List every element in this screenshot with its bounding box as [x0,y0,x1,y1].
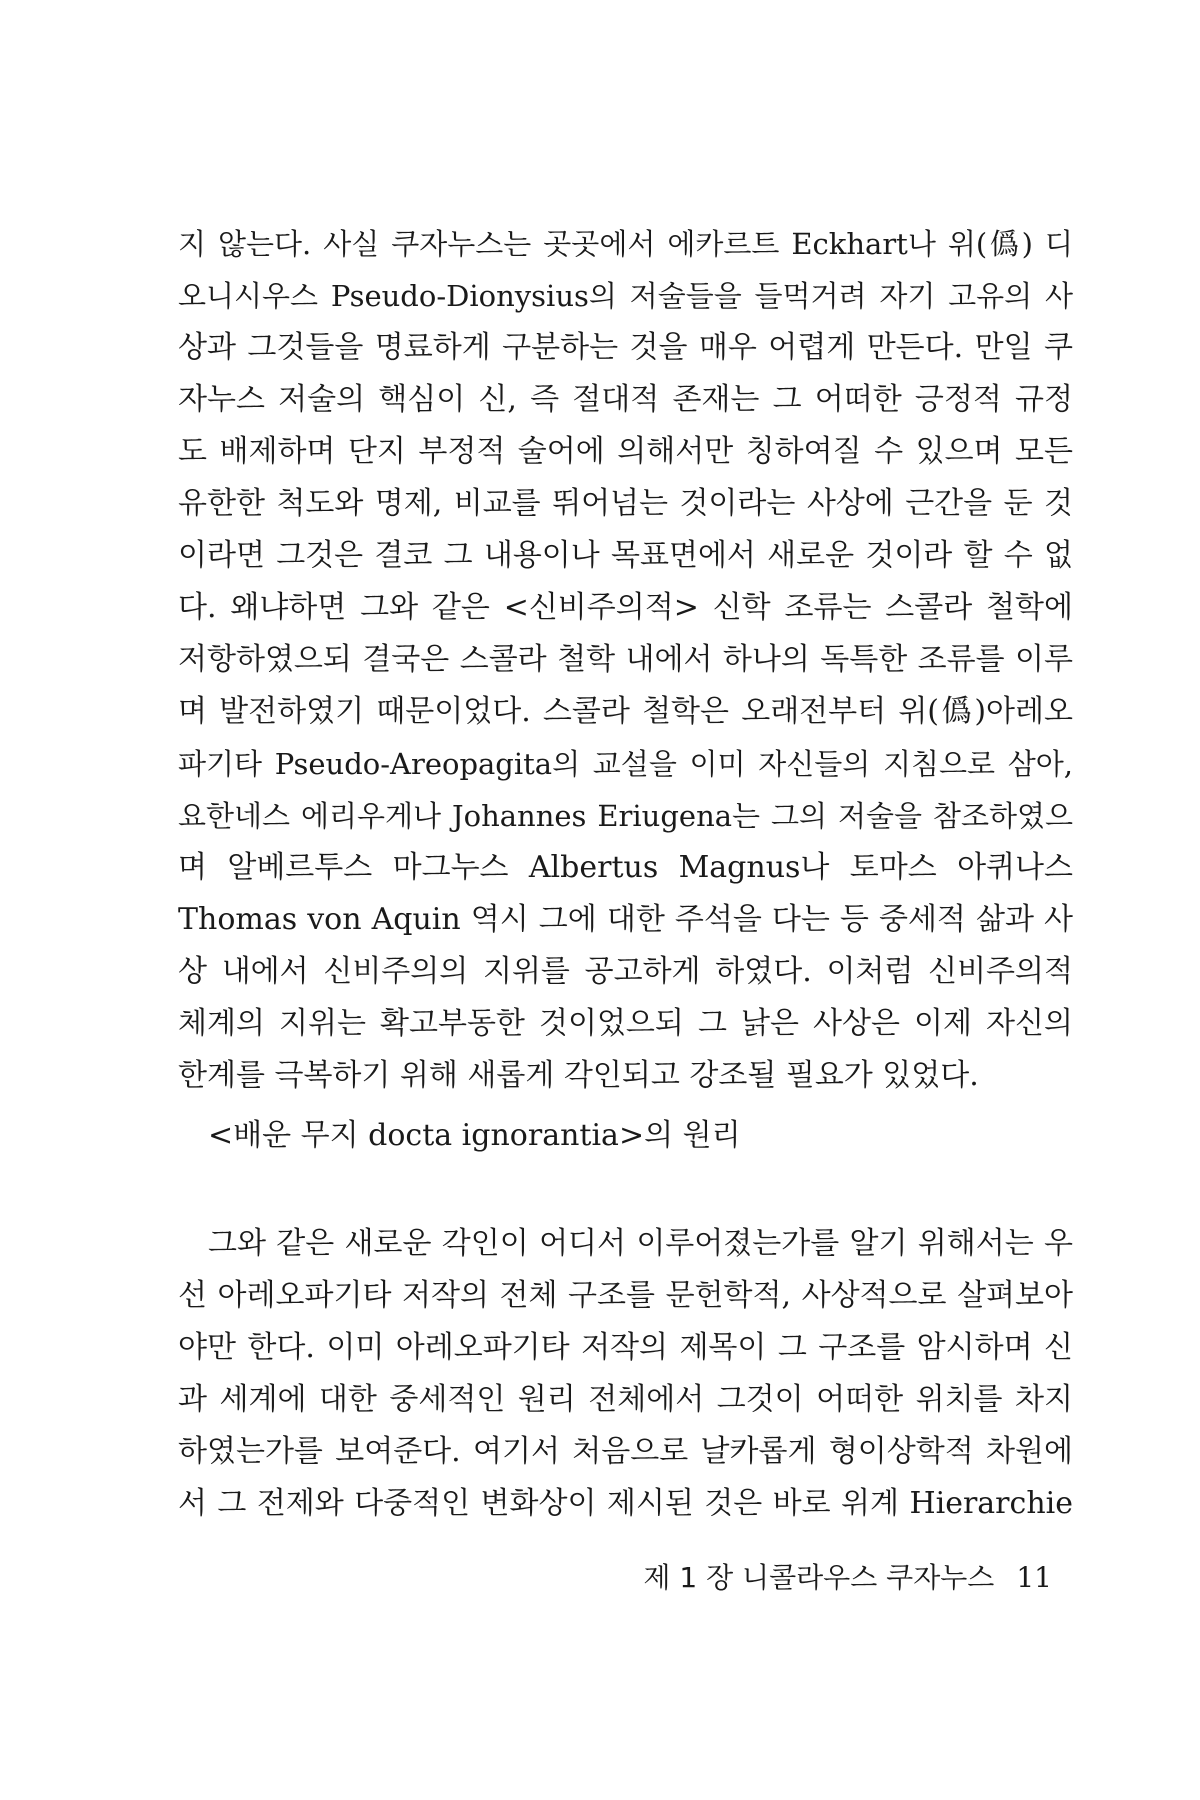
text-line: 며 발전하였기 때문이었다. 스콜라 철학은 오래전부터 위(僞)아레오 [178,694,1073,729]
text-line: 상과 그것들을 명료하게 구분하는 것을 매우 어렵게 만든다. 만일 쿠 [178,330,1073,365]
text-line: 도 배제하며 단지 부정적 술어에 의해서만 칭하여질 수 있으며 모든 [178,434,1073,469]
text-line: 상 내에서 신비주의의 지위를 공고하게 하였다. 이처럼 신비주의적 [178,954,1073,989]
text-line: 한계를 극복하기 위해 새롭게 각인되고 강조될 필요가 있었다. [178,1058,979,1093]
body-paragraph-1 [178,218,1073,1102]
running-footer [643,1558,1052,1598]
text-line: 며 알베르투스 마그누스 Albertus Magnus나 토마스 아퀴나스 [178,850,1073,885]
text-line: 이라면 그것은 결코 그 내용이나 목표면에서 새로운 것이라 할 수 없 [178,538,1073,573]
text-line: 유한한 척도와 명제, 비교를 뛰어넘는 것이라는 사상에 근간을 둔 것 [178,486,1073,521]
text-line: 야만 한다. 이미 아레오파기타 저작의 제목이 그 구조를 암시하며 신 [178,1330,1073,1365]
text-line: 하였는가를 보여준다. 여기서 처음으로 날카롭게 형이상학적 차원에 [178,1434,1073,1469]
text-line: 다. 왜냐하면 그와 같은 <신비주의적> 신학 조류는 스콜라 철학에 [178,590,1073,625]
text-line: 체계의 지위는 확고부동한 것이었으되 그 낡은 사상은 이제 자신의 [178,1006,1073,1041]
text-line: 과 세계에 대한 중세적인 원리 전체에서 그것이 어떠한 위치를 차지 [178,1382,1073,1417]
section-heading: <배운 무지 docta ignorantia>의 원리 [208,1118,741,1153]
text-line: Thomas von Aquin 역시 그에 대한 주석을 다는 등 중세적 삶과 사 [178,902,1073,937]
text-line: 서 그 전제와 다중적인 변화상이 제시된 것은 바로 위계 Hierarchie [178,1486,1073,1521]
text-line: 오니시우스 Pseudo-Dionysius의 저술들을 들먹거려 자기 고유의 사 [178,279,1073,313]
chapter-title: 제 1 장 니콜라우스 쿠자누스 [643,1561,995,1594]
text-line: 그와 같은 새로운 각인이 어디서 이루어졌는가를 알기 위해서는 우 [208,1226,1073,1261]
text-line: 선 아레오파기타 저작의 전체 구조를 문헌학적, 사상적으로 살펴보아 [178,1278,1073,1313]
page-number: 11 [1016,1561,1052,1594]
body-paragraph-2 [178,1218,1073,1530]
text-line: 지 않는다. 사실 쿠자누스는 곳곳에서 에카르트 Eckhart나 위(僞) 디 [178,227,1073,261]
text-line: 파기타 Pseudo-Areopagita의 교설을 이미 자신들의 지침으로 삼아, [178,747,1073,781]
text-line: 요한네스 에리우게나 Johannes Eriugena는 그의 저술을 참조하였으 [178,799,1073,833]
text-line: 저항하였으되 결국은 스콜라 철학 내에서 하나의 독특한 조류를 이루 [178,642,1073,677]
text-line: 자누스 저술의 핵심이 신, 즉 절대적 존재는 그 어떠한 긍정적 규정 [178,382,1073,417]
